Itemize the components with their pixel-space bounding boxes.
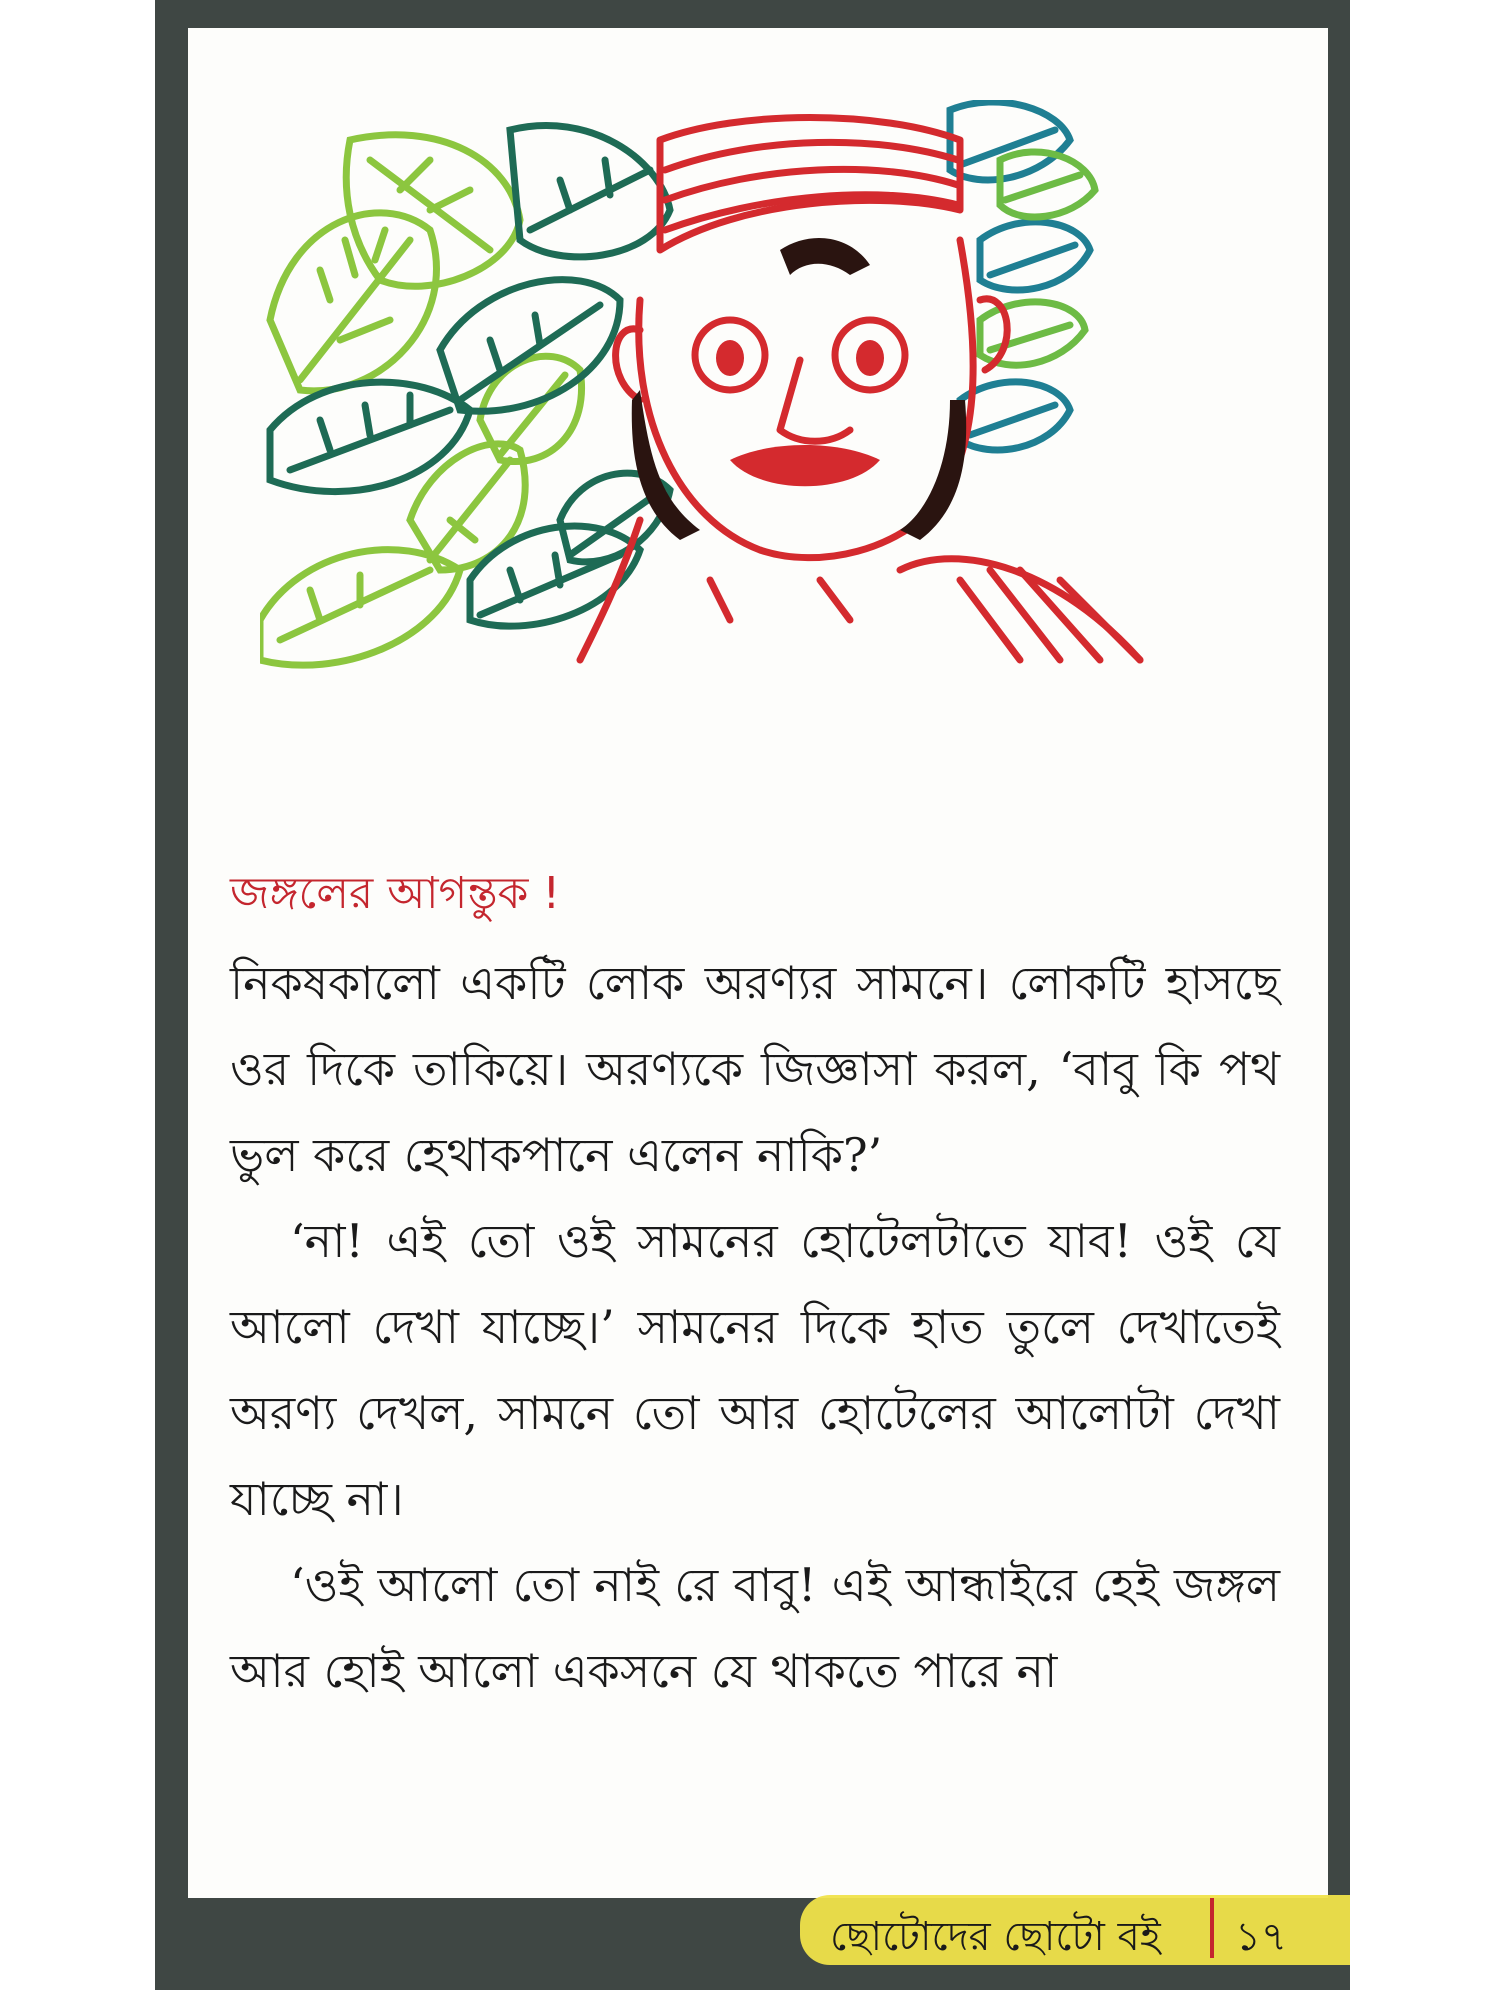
paragraph: ‘ওই আলো তো নাই রে বাবু! এই আন্ধাইরে হেই জঙ্গল আর হোই আলো একসনে যে থাকতে পারে না: [230, 1558, 1280, 1698]
story-body: [230, 940, 1280, 1714]
story-heading: জঙ্গলের আগন্তুক !: [230, 868, 561, 919]
stranger-illustration: [260, 100, 1240, 690]
paragraph: ‘না! এই তো ওই সামনের হোটেলটাতে যাব! ওই যে আলো দেখা যাচ্ছে।’ সামনের দিকে হাত তুলে দেখাতেই অরণ্য দেখল, সামনে তো আর হোটেলের আলোটা দেখা যাচ্ছে না।: [230, 1214, 1280, 1526]
paragraph: নিকষকালো একটি লোক অরণ্যর সামনে। লোকটি হাসছে ওর দিকে তাকিয়ে। অরণ্যকে জিজ্ঞাসা করল, ‘বাবু কি পথ ভুল করে হেথাকপানে এলেন নাকি?’: [230, 956, 1280, 1182]
page-number: ১৭: [1235, 1914, 1287, 1960]
book-title: ছোটোদের ছোটো বই: [830, 1914, 1161, 1960]
footer-divider: [1210, 1898, 1214, 1958]
